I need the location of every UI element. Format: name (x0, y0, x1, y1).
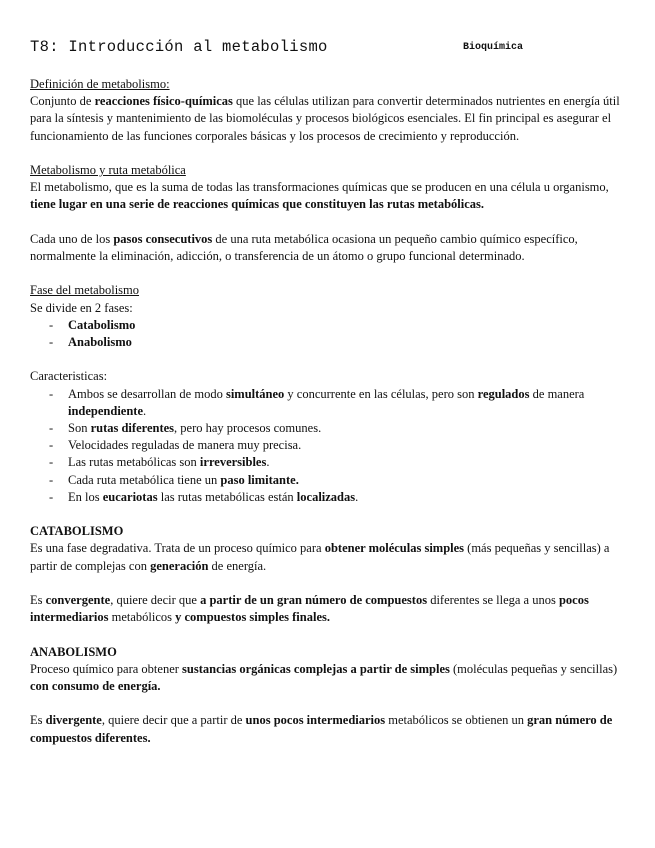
catabolismo-paragraph-1: Es una fase degradativa. Trata de un proceso químico para obtener moléculas simples (más pequeñas y sencillas) a partir de complejas con generación de energía. (30, 541, 610, 573)
subject-label: Bioquímica (463, 42, 524, 53)
list-item: - Cada ruta metabólica tiene un paso limitante. (30, 472, 624, 489)
section-heading-anabolismo: ANABOLISMO (30, 644, 117, 659)
list-item: - Anabolismo (30, 334, 624, 351)
ruta-paragraph-1: El metabolismo, que es la suma de todas las transformaciones químicas que se producen en una célula u organismo, tiene lugar en una serie de reacciones químicas que constituyen las rutas metabólicas. (30, 180, 609, 212)
document-header (30, 38, 630, 56)
list-item: - En los eucariotas las rutas metabólicas están localizadas. (30, 489, 624, 506)
ruta-paragraph-2: Cada uno de los pasos consecutivos de una ruta metabólica ocasiona un pequeño cambio químico específico, normalmente la eliminación, adicción, o transferencia de un átomo o grupo funcional determinado. (30, 231, 578, 263)
fase-list (30, 317, 624, 351)
section-heading-caracteristicas: Caracteristicas: (30, 369, 108, 384)
caracteristicas-list (30, 386, 624, 506)
section-heading-catabolismo: CATABOLISMO (30, 524, 124, 539)
anabolismo-paragraph-2: Es divergente, quiere decir que a partir de unos pocos intermediarios metabólicos se obtienen un gran número de compuestos diferentes. (30, 713, 613, 745)
section-heading-fase: Fase del metabolismo (30, 283, 140, 298)
document-title: T8: Introducción al metabolismo (30, 38, 328, 56)
catabolismo-paragraph-2: Es convergente, quiere decir que a partir de un gran número de compuestos diferentes se llega a unos pocos intermediarios metabólicos y compuestos simples finales. (30, 593, 589, 625)
section-heading-definicion: Definición de metabolismo: (30, 77, 170, 91)
anabolismo-paragraph-1: Proceso químico para obtener sustancias orgánicas complejas a partir de simples (moléculas pequeñas y sencillas) con consumo de energía. (30, 661, 618, 693)
definicion-paragraph: Conjunto de reacciones físico-químicas que las células utilizan para convertir determinados nutrientes en energía útil para la síntesis y mantenimiento de las biomoléculas y procesos biológicos esenciales. El fin principal es asegurar el funcionamiento de las funciones corporales básicas y los procesos de crecimiento y reproducción. (30, 94, 620, 143)
list-item: - Catabolismo (30, 317, 624, 334)
document-body (30, 76, 624, 747)
list-item: - Velocidades reguladas de manera muy precisa. (30, 437, 624, 454)
list-item: - Las rutas metabólicas son irreversibles. (30, 454, 624, 471)
section-heading-ruta: Metabolismo y ruta metabólica (30, 163, 186, 177)
list-item: - Ambos se desarrollan de modo simultáneo y concurrente en las células, pero son regulados de manera independiente. (30, 386, 624, 420)
list-item: - Son rutas diferentes, pero hay procesos comunes. (30, 420, 624, 437)
fase-intro: Se divide en 2 fases: (30, 300, 133, 315)
